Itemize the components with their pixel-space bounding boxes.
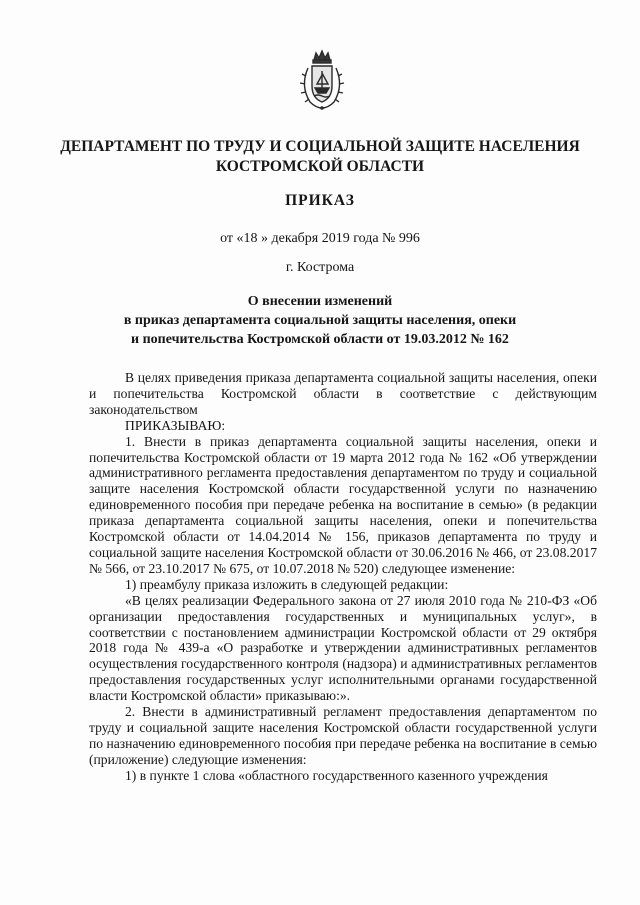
organization-name-line2: КОСТРОМСКОЙ ОБЛАСТИ	[215, 158, 425, 175]
body-paragraph-item1: 1. Внести в приказ департамента социальной защиты населения, опеки и попечительства Костромской области от 19 марта 2012 года № 162 «Об утверждении административного регламента предоставления департаментом по труду и социальной защите населения Костромской области государственной услуги по назначению единовременного пособия при передаче ребенка на воспитание в семью» (в редакции приказа департамента социальной защиты населения, опеки и попечительства Костромской области от 14.04.2014 № 156, приказов департамента по труду и социальной защите населения Костромской области от 30.06.2016 № 466, от 23.08.2017 № 566, от 23.10.2017 № 675, от 10.07.2018 № 520) следующее изменение:	[89, 433, 597, 576]
organization-name	[0, 137, 640, 177]
body-paragraph-preamble: В целях приведения приказа департамента социальной защиты населения, опеки и попечительства Костромской области в соответствие с действующим законодательством	[89, 370, 597, 417]
coat-of-arms-icon	[296, 48, 348, 112]
order-subject-line1: О внесении изменений	[247, 294, 393, 309]
order-subject-line3: и попечительства Костромской области от 19.03.2012 № 162	[131, 332, 509, 347]
order-subject	[0, 292, 640, 349]
body-paragraph-preamble-text: «В целях реализации Федерального закона от 27 июля 2010 года № 210-ФЗ «Об организации предоставления государственных и муниципальных услуг», в соответствии с постановлением администрации Костромской области от 29 октября 2018 года № 439-а «О разработке и утверждении административных регламентов осуществления государственного контроля (надзора) и административных регламентов предоставления государственных услуг исполнительными органами государственной власти Костромской области» приказываю:».	[89, 592, 597, 704]
document-body	[89, 370, 597, 784]
body-paragraph-item2: 2. Внести в административный регламент предоставления департаментом по труду и социальной защите населения Костромской области государственной услуги по назначению единовременного пособия при передаче ребенка на воспитание в семью (приложение) следующие изменения:	[89, 704, 597, 767]
body-paragraph-order-word: ПРИКАЗЫВАЮ:	[125, 417, 226, 433]
city-name: г. Кострома	[285, 260, 355, 275]
order-subject-line2: в приказ департамента социальной защиты населения, опеки	[123, 313, 517, 328]
body-paragraph-item1-sub1: 1) преамбулу приказа изложить в следующей редакции:	[125, 576, 449, 592]
document-type: ПРИКАЗ	[285, 192, 355, 209]
order-date-number: от «18 » декабря 2019 года № 996	[220, 231, 420, 246]
organization-name-line1: ДЕПАРТАМЕНТ ПО ТРУДУ И СОЦИАЛЬНОЙ ЗАЩИТЕ НАСЕЛЕНИЯ	[60, 138, 580, 155]
body-paragraph-item2-sub1: 1) в пункте 1 слова «областного государственного казенного учреждения	[125, 767, 548, 783]
